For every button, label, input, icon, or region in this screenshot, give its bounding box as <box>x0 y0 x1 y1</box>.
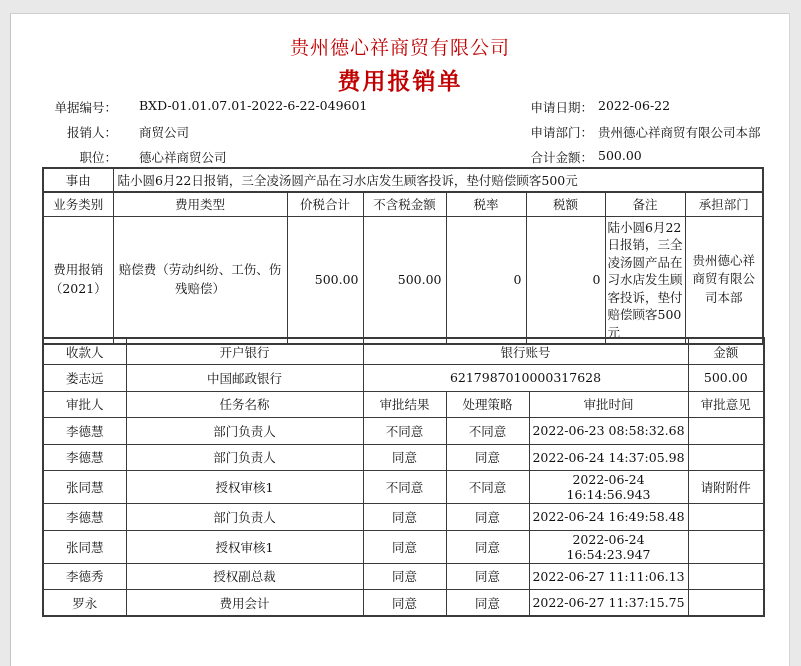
approver-cell: 李德慧 <box>43 504 126 531</box>
strategy-cell: 不同意 <box>446 418 529 445</box>
apply-dept-label: 申请部门： <box>530 125 593 140</box>
header-cell: 开户银行 <box>126 338 363 365</box>
header-cell: 收款人 <box>43 338 126 365</box>
header-cell: 银行账号 <box>363 338 688 365</box>
header-cell: 不含税金额 <box>363 192 446 216</box>
approval-row <box>43 530 764 563</box>
header-cell: 处理策略 <box>446 391 529 418</box>
approval-header-row <box>43 391 764 418</box>
payee-name-cell: 娄志远 <box>43 365 126 392</box>
expense-type-cell: 赔偿费（劳动纠纷、工伤、伤残赔偿） <box>113 216 287 344</box>
payment-approval-table <box>42 337 765 617</box>
opinion-cell <box>688 504 764 531</box>
strategy-cell: 同意 <box>446 590 529 617</box>
approval-row <box>43 590 764 617</box>
header-cell: 审批意见 <box>688 391 764 418</box>
task-cell: 授权审核1 <box>126 530 363 563</box>
reason-row <box>43 168 763 192</box>
task-cell: 授权审核1 <box>126 471 363 504</box>
amount-with-tax-cell: 500.00 <box>287 216 363 344</box>
doc-no-label: 单据编号： <box>54 100 117 115</box>
expense-data-row <box>43 216 763 344</box>
result-cell: 同意 <box>363 563 446 590</box>
bearing-dept-cell: 贵州德心祥商贸有限公司本部 <box>685 216 763 344</box>
header-cell: 税额 <box>526 192 605 216</box>
business-type-cell: 费用报销（2021） <box>43 216 113 344</box>
bank-name-cell: 中国邮政银行 <box>126 365 363 392</box>
applicant-label: 报销人： <box>66 125 117 140</box>
company-name: 贵州德心祥商贸有限公司 <box>289 37 510 59</box>
apply-dept-value: 贵州德心祥商贸有限公司本部 <box>598 125 761 140</box>
time-cell: 2022-06-24 14:37:05.98 <box>529 444 688 471</box>
task-cell: 部门负责人 <box>126 418 363 445</box>
approver-cell: 李德秀 <box>43 563 126 590</box>
remark-cell: 陆小圆6月22日报销，三全凌汤圆产品在习水店发生顾客投诉，垫付赔偿顾客500元 <box>605 216 685 344</box>
header-cell: 金额 <box>688 338 764 365</box>
header-cell: 审批人 <box>43 391 126 418</box>
total-amount-value: 500.00 <box>598 148 642 163</box>
form-title: 费用报销单 <box>337 68 463 95</box>
amount-no-tax-cell: 500.00 <box>363 216 446 344</box>
result-cell: 不同意 <box>363 471 446 504</box>
task-cell: 部门负责人 <box>126 444 363 471</box>
total-amount-label: 合计金额： <box>530 150 593 165</box>
approval-row <box>43 563 764 590</box>
reason-label: 事由 <box>43 168 113 192</box>
result-cell: 同意 <box>363 590 446 617</box>
tax-rate-cell: 0 <box>446 216 526 344</box>
header-cell: 税率 <box>446 192 526 216</box>
task-cell: 部门负责人 <box>126 504 363 531</box>
strategy-cell: 同意 <box>446 563 529 590</box>
position-value: 德心祥商贸公司 <box>139 150 227 165</box>
document-page <box>10 13 790 666</box>
result-cell: 同意 <box>363 530 446 563</box>
approver-cell: 李德慧 <box>43 444 126 471</box>
result-cell: 同意 <box>363 444 446 471</box>
header-cell: 任务名称 <box>126 391 363 418</box>
payee-data-row <box>43 365 764 392</box>
strategy-cell: 同意 <box>446 444 529 471</box>
approval-row <box>43 504 764 531</box>
approver-cell: 李德慧 <box>43 418 126 445</box>
strategy-cell: 同意 <box>446 504 529 531</box>
result-cell: 不同意 <box>363 418 446 445</box>
strategy-cell: 不同意 <box>446 471 529 504</box>
time-cell: 2022-06-27 11:37:15.75 <box>529 590 688 617</box>
expense-header-row <box>43 192 763 216</box>
approver-cell: 罗永 <box>43 590 126 617</box>
time-cell: 2022-06-24 16:54:23.947 <box>529 530 688 563</box>
reason-text: 陆小圆6月22日报销，三全凌汤圆产品在习水店发生顾客投诉，垫付赔偿顾客500元 <box>113 168 763 192</box>
task-cell: 授权副总裁 <box>126 563 363 590</box>
time-cell: 2022-06-24 16:49:58.48 <box>529 504 688 531</box>
apply-date-label: 申请日期： <box>530 100 593 115</box>
position-label: 职位： <box>79 150 117 165</box>
header-cell: 业务类别 <box>43 192 113 216</box>
opinion-cell <box>688 563 764 590</box>
header-cell: 备注 <box>605 192 685 216</box>
time-cell: 2022-06-27 11:11:06.13 <box>529 563 688 590</box>
doc-no-value: BXD-01.01.07.01-2022-6-22-049601 <box>139 98 368 113</box>
applicant-value: 商贸公司 <box>139 125 190 140</box>
task-cell: 费用会计 <box>126 590 363 617</box>
tax-amount-cell: 0 <box>526 216 605 344</box>
bank-account-cell: 6217987010000317628 <box>363 365 688 392</box>
approver-cell: 张同慧 <box>43 530 126 563</box>
apply-date-value: 2022-06-22 <box>598 98 671 113</box>
payee-amount-cell: 500.00 <box>688 365 764 392</box>
opinion-cell <box>688 444 764 471</box>
header-cell: 价税合计 <box>287 192 363 216</box>
strategy-cell: 同意 <box>446 530 529 563</box>
header-cell: 费用类型 <box>113 192 287 216</box>
payee-header-row <box>43 338 764 365</box>
time-cell: 2022-06-23 08:58:32.68 <box>529 418 688 445</box>
approver-cell: 张同慧 <box>43 471 126 504</box>
header-cell: 审批结果 <box>363 391 446 418</box>
approval-row <box>43 471 764 504</box>
approval-row <box>43 418 764 445</box>
opinion-cell <box>688 590 764 617</box>
expense-table <box>42 167 764 345</box>
header-cell: 承担部门 <box>685 192 763 216</box>
opinion-cell: 请附附件 <box>688 471 764 504</box>
opinion-cell <box>688 418 764 445</box>
result-cell: 同意 <box>363 504 446 531</box>
header-cell: 审批时间 <box>529 391 688 418</box>
time-cell: 2022-06-24 16:14:56.943 <box>529 471 688 504</box>
opinion-cell <box>688 530 764 563</box>
approval-row <box>43 444 764 471</box>
